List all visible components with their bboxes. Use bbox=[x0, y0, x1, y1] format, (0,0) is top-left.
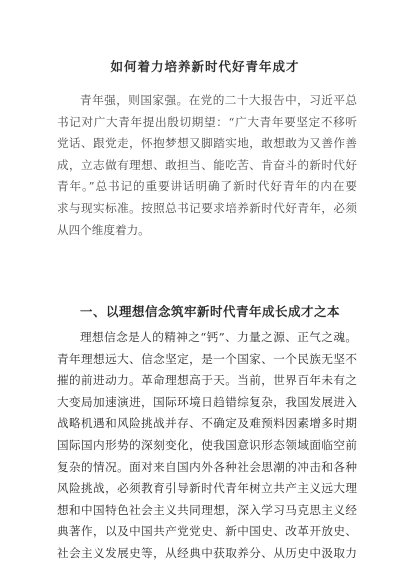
intro-line: 书记对广大青年提出殷切期望：“广大青年要坚定不移听 bbox=[57, 114, 357, 129]
intro-line: 青年。”总书记的重要讲话明确了新时代好青年的内在要 bbox=[57, 179, 357, 194]
intro-paragraph bbox=[57, 90, 357, 241]
body-line: 想和中国特色社会主义共同理想，深入学习马克思主义经 bbox=[57, 502, 357, 517]
body-paragraph bbox=[57, 327, 357, 565]
body-line: 大变局加速演进，国际环境日趋错综复杂，我国发展进入 bbox=[57, 394, 357, 409]
body-line: 青年理想远大、信念坚定，是一个国家、一个民族无坚不 bbox=[57, 351, 357, 366]
intro-line: 青年强，则国家强。在党的二十大报告中，习近平总 bbox=[80, 93, 357, 107]
body-line: 国际国内形势的深刻变化，使我国意识形态领域面临空前 bbox=[57, 437, 357, 452]
body-line: 摧的前进动力。革命理想高于天。当前，世界百年未有之 bbox=[57, 373, 357, 388]
body-line: 战略机遇和风险挑战并存、不确定及难预料因素增多时期 bbox=[57, 416, 357, 431]
intro-line: 党话、跟党走，怀抱梦想又脚踏实地，敢想敢为又善作善 bbox=[57, 136, 357, 151]
intro-line: 成，立志做有理想、敢担当、能吃苦、肯奋斗的新时代好 bbox=[57, 157, 357, 172]
intro-line: 从四个维度着力。 bbox=[57, 222, 150, 237]
body-line: 理想信念是人的精神之“钙”、力量之源、正气之魂。 bbox=[80, 330, 357, 344]
body-line: 风险挑战，必须教育引导新时代青年树立共产主义远大理 bbox=[57, 481, 357, 496]
body-line: 复杂的情况。面对来自国内外各种社会思潮的冲击和各种 bbox=[57, 459, 357, 474]
document-title: 如何着力培养新时代好青年成才 bbox=[110, 59, 300, 74]
section-heading: 一、以理想信念筑牢新时代青年成长成才之本 bbox=[80, 304, 341, 319]
intro-line: 求与现实标准。按照总书记要求培养新时代好青年，必须 bbox=[57, 200, 357, 215]
body-line: 社会主义发展史等，从经典中获取养分、从历史中汲取力 bbox=[57, 545, 357, 560]
body-line: 典著作，以及中国共产党党史、新中国史、改革开放史、 bbox=[57, 524, 357, 539]
